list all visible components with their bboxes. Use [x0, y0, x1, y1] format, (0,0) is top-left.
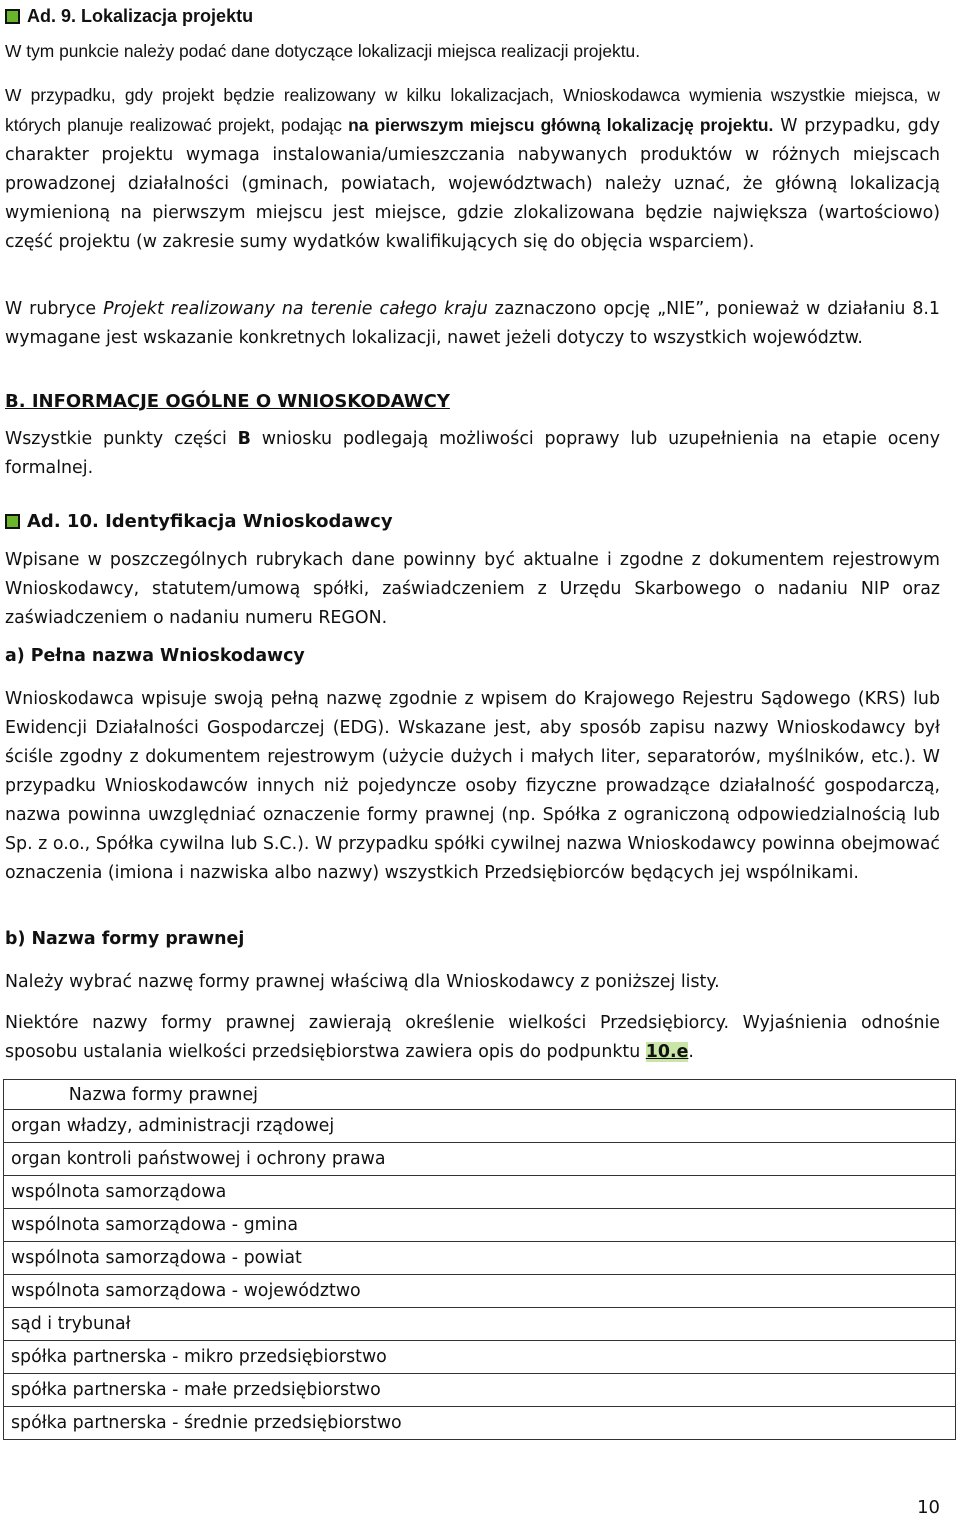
ad10-title: Ad. 10. Identyfikacja Wnioskodawcy — [27, 511, 393, 532]
ad10-heading — [5, 511, 940, 532]
table-row — [4, 1110, 956, 1143]
subsection-b-text-1: Należy wybrać nazwę formy prawnej właściwą dla Wnioskodawcy z poniższej listy. — [5, 972, 720, 992]
legal-form-table — [3, 1079, 956, 1440]
green-square-icon — [5, 9, 20, 24]
link-10e[interactable]: 10.e — [645, 1042, 689, 1062]
legal-form-cell: wspólnota samorządowa - powiat — [4, 1242, 956, 1275]
ad10-intro: Wpisane w poszczególnych rubrykach dane powinny być aktualne i zgodne z dokumentem rejestrowym Wnioskodawcy, statutem/umową spółki, zaświadczeniem z Urzędu Skarbowego o nadaniu NIP oraz zaświadczeniem o nadaniu numeru REGON. — [5, 550, 940, 628]
table-row — [4, 1176, 956, 1209]
legal-form-cell: wspólnota samorządowa - województwo — [4, 1275, 956, 1308]
table-row — [4, 1209, 956, 1242]
table-row — [4, 1242, 956, 1275]
legal-form-cell: organ kontroli państwowej i ochrony prawa — [4, 1143, 956, 1176]
subsection-b-title: b) Nazwa formy prawnej — [5, 929, 245, 949]
legal-form-cell: wspólnota samorządowa - gmina — [4, 1209, 956, 1242]
legal-form-cell: sąd i trybunał — [4, 1308, 956, 1341]
legal-form-cell: wspólnota samorządowa — [4, 1176, 956, 1209]
legal-form-cell: spółka partnerska - małe przedsiębiorstwo — [4, 1374, 956, 1407]
section-b-text: Wszystkie punkty części B wniosku podlegają możliwości poprawy lub uzupełnienia na etapie oceny formalnej. — [5, 429, 940, 478]
ad9-heading — [5, 6, 940, 27]
whole-country-field-name: Projekt realizowany na terenie całego kraju — [103, 299, 488, 319]
subsection-b-text-2: Niektóre nazwy formy prawnej zawierają określenie wielkości Przedsiębiorcy. Wyjaśnienia odnośnie sposobu ustalania wielkości przedsiębiorstwa zawiera opis do podpunktu 10.e. — [5, 1013, 940, 1062]
green-square-icon — [5, 514, 20, 529]
table-row — [4, 1143, 956, 1176]
ad9-intro: W tym punkcie należy podać dane dotyczące lokalizacji miejsca realizacji projektu. — [5, 41, 641, 61]
ad9-paragraph-1: W przypadku, gdy projekt będzie realizowany w kilku lokalizacjach, Wnioskodawca wymienia wszystkie miejsca, w których planuje realizować projekt, podając na pierwszym miejscu główną lokalizację projektu. W przypadku, gdy charakter projektu wymaga instalowania/umieszczania nabywanych produktów w różnych miejscach prowadzonej działalności (gminach, powiatach, województwach) należy uznać, że główną lokalizacją wymienioną na pierwszym miejscu jest miejsce, gdzie zlokalizowana będzie największa (wartościowo) część projektu (w zakresie sumy wydatków kwalifikujących się do objęcia wsparciem). — [5, 85, 940, 252]
table-row — [4, 1407, 956, 1440]
subsection-a-text: Wnioskodawca wpisuje swoją pełną nazwę zgodnie z wpisem do Krajowego Rejestru Sądowego (KRS) lub Ewidencji Działalności Gospodarczej (EDG). Wskazane jest, aby sposób zapisu nazwy Wnioskodawcy był ściśle zgodny z dokumentem rejestrowym (użycie dużych i małych liter, separatorów, myślników, etc.). W przypadku Wnioskodawców innych niż pojedyncze osoby fizyczne prowadzące działalność gospodarczą, nazwa powinna uwzględniać oznaczenie formy prawnej (np. Spółka z ograniczoną odpowiedzialnością lub Sp. z o.o., Spółka cywilna lub S.C.). W przypadku spółki cywilnej nazwa Wnioskodawcy powinna obejmować oznaczenia (imiona i nazwiska albo nazwy) wszystkich Przedsiębiorców będących jej wspólnikami. — [5, 689, 940, 883]
table-row — [4, 1374, 956, 1407]
table-row — [4, 1308, 956, 1341]
ad9-paragraph-2: W rubryce Projekt realizowany na terenie całego kraju zaznaczono opcję „NIE”, ponieważ w działaniu 8.1 wymagane jest wskazanie konkretnych lokalizacji, nawet jeżeli dotyczy to wszystkich województw. — [5, 299, 940, 348]
table-row — [4, 1341, 956, 1374]
table-header: Nazwa formy prawnej — [69, 1080, 956, 1110]
table-row — [4, 1275, 956, 1308]
section-b-title: B. INFORMACJE OGÓLNE O WNIOSKODAWCY — [5, 391, 450, 412]
main-location-emphasis: na pierwszym miejscu główną lokalizację projektu. — [348, 115, 774, 135]
legal-form-cell: organ władzy, administracji rządowej — [4, 1110, 956, 1143]
subsection-a-title: a) Pełna nazwa Wnioskodawcy — [5, 646, 305, 666]
ad9-title: Ad. 9. Lokalizacja projektu — [27, 6, 254, 26]
table-header-row — [4, 1080, 956, 1110]
page-number: 10 — [917, 1497, 940, 1518]
legal-form-cell: spółka partnerska - mikro przedsiębiorstwo — [4, 1341, 956, 1374]
legal-form-cell: spółka partnerska - średnie przedsiębiorstwo — [4, 1407, 956, 1440]
